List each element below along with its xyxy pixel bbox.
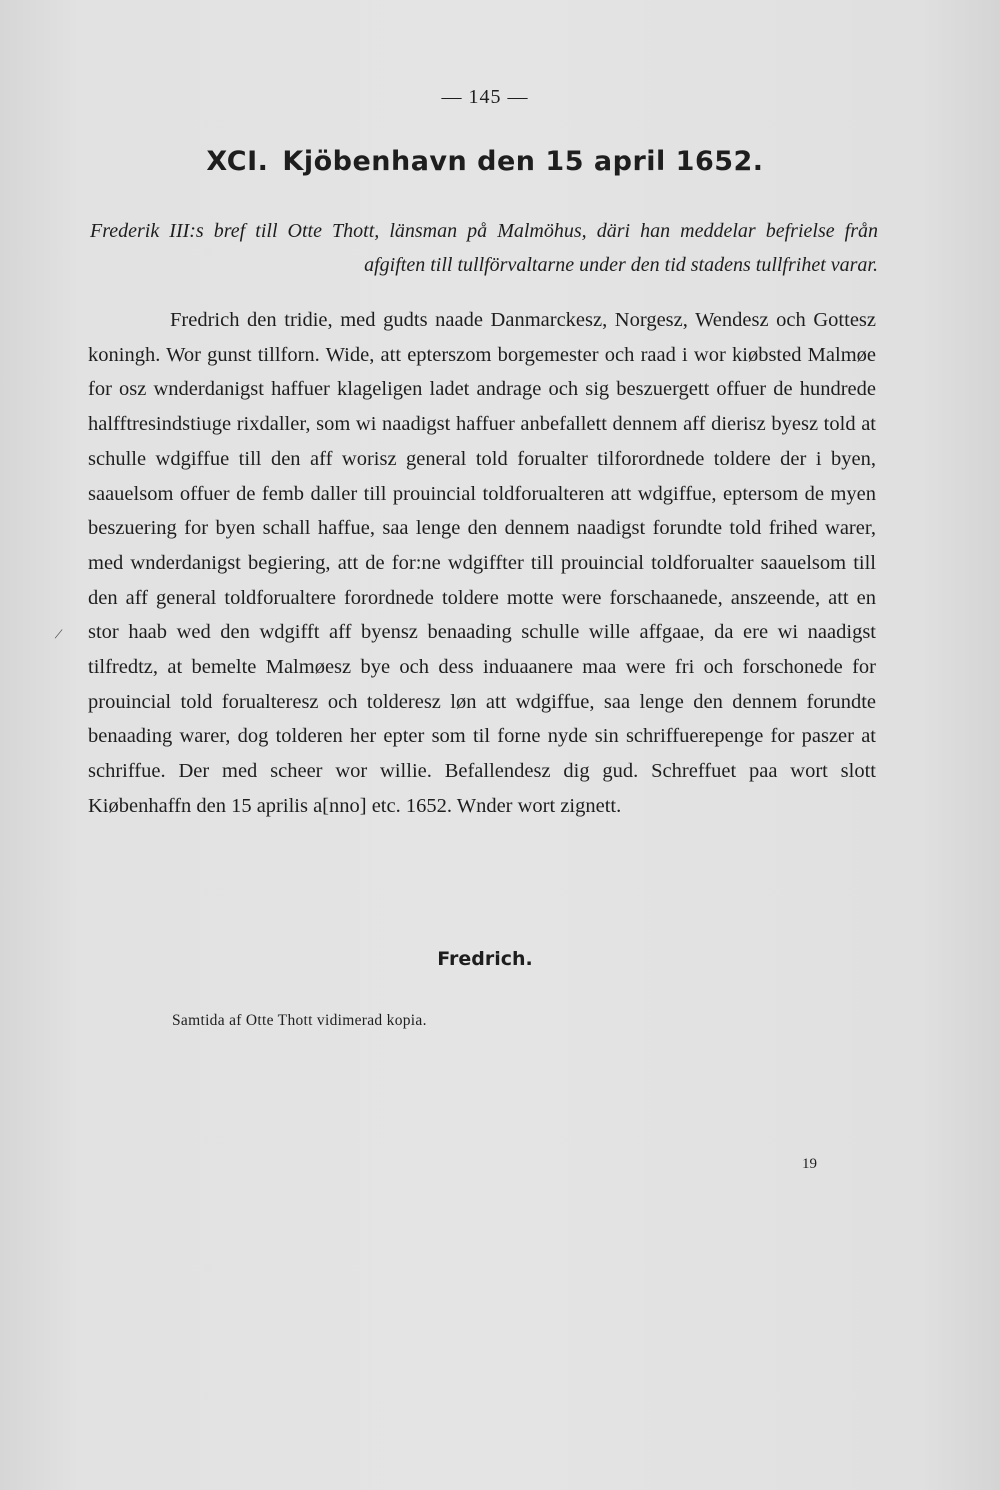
page-number: — 145 — xyxy=(441,86,529,108)
letter-body: Fredrich den tridie, med gudts naade Danmarckesz, Norgesz, Wendesz och Gottesz koningh. Wor gunst tillforn. Wide, att epterszom borgemester och raad i wor kiøbsted Malmøe for osz wnderdanigst haffuer klageligen ladet andrage och sig beszuergett offuer de hundrede halfftresindstiuge rixdaller, som wi naadigst haffuer anbefallett dennem aff dierisz byesz told at schulle wdgiffue till den aff worisz general told forualter tilforordnede toldere der i byen, saauelsom offuer de femb daller till prouincial toldforualteren att wdgiffue, eptersom de myen beszuering for byen schall haffue, saa lenge den dennem naadigst forundte told frihed warer, med wnderdanigst begiering, att de for:ne wdgiffter till prouincial toldforualter saauelsom till den aff general toldforualtere forordnede toldere motte were forschaanede, anszeende, att en stor haab wed den wdgifft aff byensz benaading schulle wille affgaae, da ere wi naadigst tilfredtz, at bemelte Malmøesz bye och dess induaanere maa were fri och forschonede for prouincial told forualteresz och tolderesz løn att wdgiffue, saa lenge den dennem forundte benaading warer, dog tolderen her epter som til forne nyde sin schriffuerepenge for paszer at schriffue. Der med scheer wor willie. Befallendesz dig gud. Schreffuet paa wort slott Kiøbenhaffn den 15 aprilis a[nno] etc. 1652. Wnder wort zignett. xyxy=(88,309,876,817)
document-heading xyxy=(0,146,970,177)
document-title: Kjöbenhavn den 15 april 1652. xyxy=(282,146,764,177)
document-number: XCI. xyxy=(206,146,269,177)
document-summary: Frederik III:s bref till Otte Thott, länsman på Malmöhus, däri han meddelar befrielse från afgiften till tullförvaltarne under den tid stadens tullfrihet varar. xyxy=(90,220,878,276)
source-note: Samtida af Otte Thott vidimerad kopia. xyxy=(172,1012,427,1029)
margin-mark: / xyxy=(53,625,64,644)
sheet-number: 19 xyxy=(802,1156,817,1172)
signature: Fredrich. xyxy=(437,948,533,970)
